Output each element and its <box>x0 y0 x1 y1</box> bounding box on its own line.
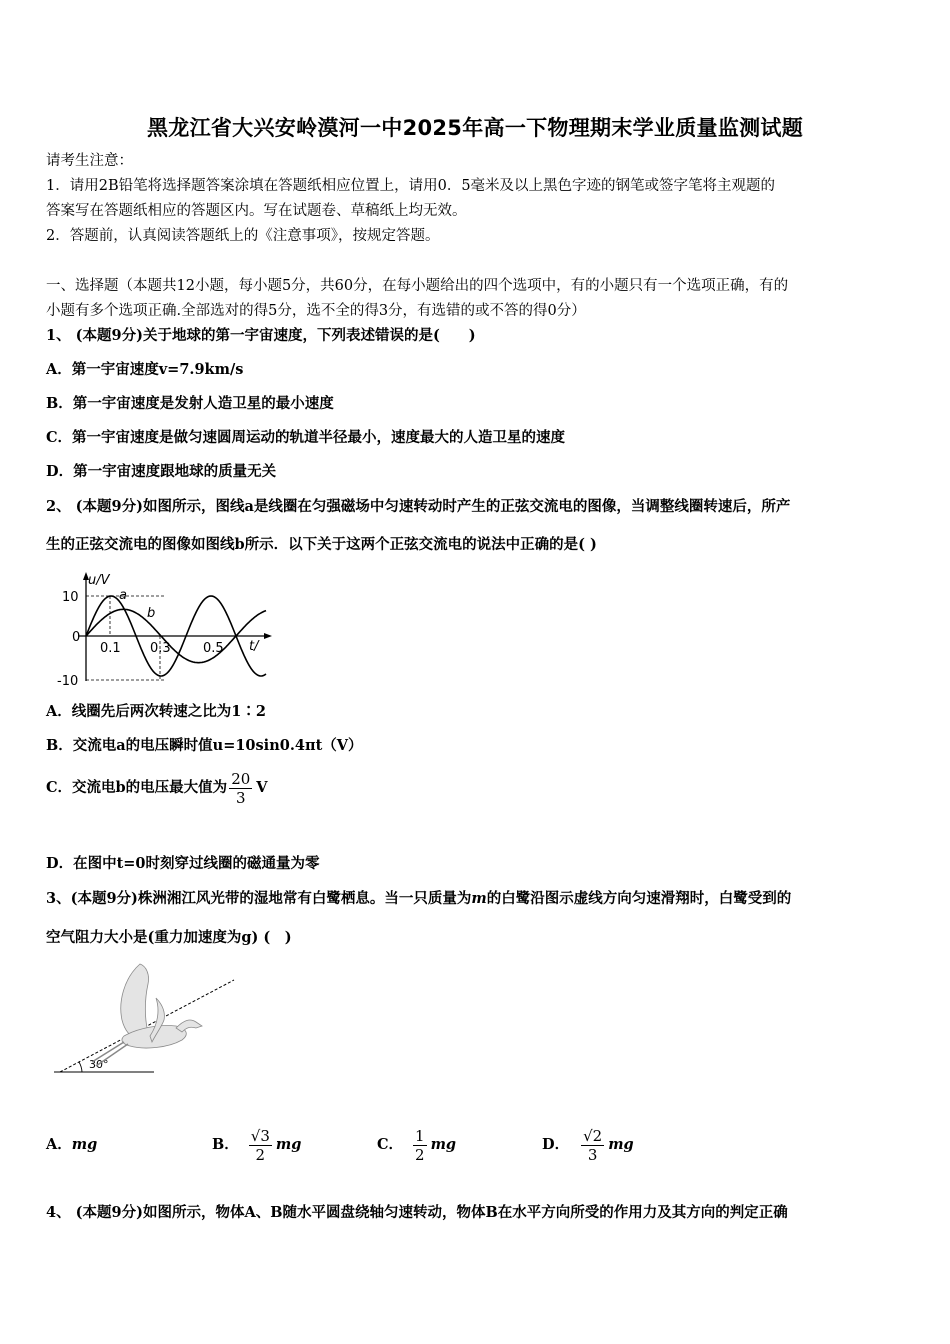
curve-a-label: a <box>119 588 127 603</box>
fraction-denominator: 2 <box>255 1145 266 1164</box>
fraction-sqrt2-3 <box>581 1127 604 1164</box>
q3-option-c-label: C． <box>377 1136 404 1153</box>
q3-option-b-label: B． <box>212 1136 239 1153</box>
page-title: 黑龙江省大兴安岭漠河一中2025年高一下物理期末学业质量监测试题 <box>146 116 804 140</box>
q3-stem <box>46 889 791 909</box>
y-axis-label: u/V <box>88 573 110 588</box>
fraction-numerator: √3 <box>250 1126 270 1145</box>
x-tick-0.5: 0.5 <box>203 641 224 656</box>
q1-stem: 1、 (本题9分)关于地球的第一宇宙速度，下列表述错误的是( ) <box>46 327 476 344</box>
q3-option-d <box>542 1120 634 1170</box>
fraction-numerator: 1 <box>415 1126 425 1145</box>
egret-figure <box>52 962 242 1080</box>
q3-option-a-value: mg <box>71 1136 98 1153</box>
fraction-numerator: √2 <box>583 1126 603 1145</box>
x-axis-arrow <box>264 633 272 639</box>
q3-stem-part2: 的白鹭沿图示虚线方向匀速滑翔时，白鹭受到的 <box>486 890 792 907</box>
y-tick-0: 0 <box>72 630 81 645</box>
fraction-sqrt3-2 <box>249 1127 272 1164</box>
fraction-denominator: 2 <box>415 1145 425 1164</box>
q3-option-d-value: mg <box>608 1136 634 1153</box>
q2-option-c-text: C．交流电b的电压最大值为 <box>46 779 228 796</box>
curve-b-label: b <box>147 606 156 621</box>
section-heading-cont: 小题有多个选项正确.全部选对的得5分，选不全的得3分，有选错的或不答的得0分） <box>46 303 586 319</box>
fraction-1-2 <box>413 1127 427 1164</box>
ac-voltage-graph <box>48 568 278 693</box>
q3-stem-part1: 3、(本题9分)株洲湘江风光带的湿地常有白鹭栖息。当一只质量为 <box>46 890 472 907</box>
y-tick-10: 10 <box>62 590 79 605</box>
q1-option-c: C．第一宇宙速度是做匀速圆周运动的轨道半径最小，速度最大的人造卫星的速度 <box>46 429 566 446</box>
y-tick-neg10: -10 <box>57 674 79 689</box>
q1-option-b: B．第一宇宙速度是发射人造卫星的最小速度 <box>46 395 334 412</box>
q2-option-a: A．线圈先后两次转速之比为1∶2 <box>46 703 266 720</box>
fraction-denominator: 3 <box>235 788 246 807</box>
fraction-numerator: 20 <box>231 769 251 788</box>
q2-option-d: D．在图中t=0时刻穿过线圈的磁通量为零 <box>46 855 320 872</box>
q2-option-c <box>46 766 268 810</box>
q3-option-a <box>46 1120 97 1170</box>
q2-stem-cont: 生的正弦交流电的图像如图线b所示．以下关于这两个正弦交流电的说法中正确的是( ) <box>46 536 597 553</box>
x-axis-label: t/ <box>249 639 259 654</box>
q2-stem: 2、 (本题9分)如图所示，图线a是线圈在匀强磁场中匀速转动时产生的正弦交流电的图像，当调整线圈转速后，所产 <box>46 498 791 515</box>
q3-stem-mass: m <box>471 890 487 907</box>
x-tick-0.3: 0.3 <box>150 641 171 656</box>
q3-option-a-label: A． <box>46 1136 72 1153</box>
q2-option-c-unit: V <box>256 779 268 796</box>
q1-option-d: D．第一宇宙速度跟地球的质量无关 <box>46 463 277 480</box>
q1-option-a: A．第一宇宙速度v=7.9km/s <box>46 361 244 378</box>
section-heading: 一、选择题（本题共12小题，每小题5分，共60分，在每小题给出的四个选项中，有的小题只有一个选项正确，有的 <box>46 278 789 294</box>
q3-option-c <box>377 1120 456 1170</box>
notice-item-1-cont: 答案写在答题纸相应的答题区内。写在试题卷、草稿纸上均无效。 <box>46 203 467 219</box>
notice-item-2: 2．答题前，认真阅读答题纸上的《注意事项》，按规定答题。 <box>46 228 440 244</box>
q3-option-c-value: mg <box>430 1136 457 1153</box>
x-tick-0.1: 0.1 <box>100 641 121 656</box>
q4-stem: 4、 (本题9分)如图所示，物体A、B随水平圆盘绕轴匀速转动，物体B在水平方向所受的作用力及其方向的判定正确 <box>46 1204 788 1221</box>
q3-stem-cont: 空气阻力大小是(重力加速度为g) ( ) <box>46 929 292 946</box>
egret-icon <box>92 964 202 1066</box>
angle-arc <box>79 1062 82 1072</box>
angle-label: 30° <box>89 1058 109 1071</box>
fraction-20-3 <box>229 770 252 807</box>
q3-option-b <box>212 1120 301 1170</box>
fraction-denominator: 3 <box>587 1145 598 1164</box>
q2-option-b: B．交流电a的电压瞬时值u=10sin0.4πt（V） <box>46 737 363 754</box>
q3-option-d-label: D． <box>542 1136 570 1153</box>
q3-option-b-value: mg <box>275 1136 302 1153</box>
notice-heading: 请考生注意： <box>46 153 133 169</box>
notice-item-1: 1．请用2B铅笔将选择题答案涂填在答题纸相应位置上，请用0．5毫米及以上黑色字迹的钢笔或签字笔将主观题的 <box>46 178 776 194</box>
